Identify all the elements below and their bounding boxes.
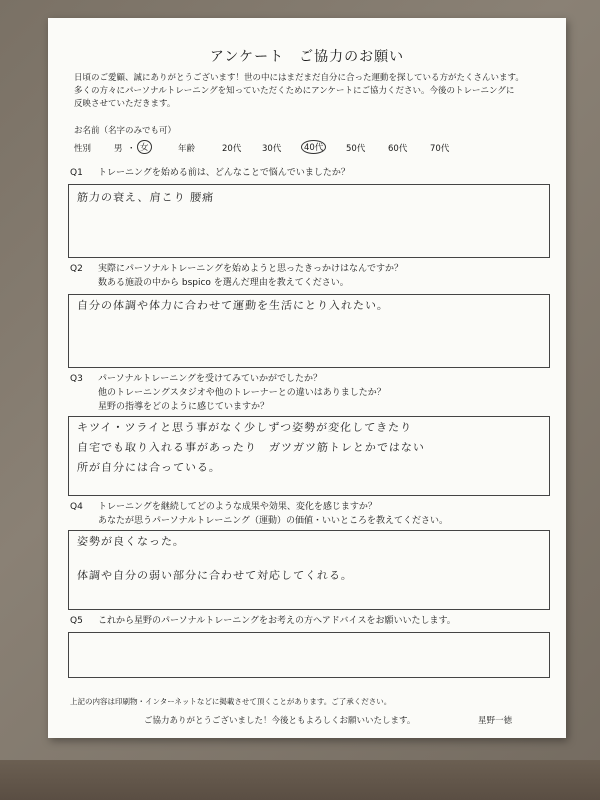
answer-box-4[interactable] (68, 530, 550, 610)
questionnaire-sheet (48, 18, 566, 738)
question-text: 他のトレーニングスタジオや他のトレーナーとの違いはありましたか？ (98, 388, 386, 398)
name-label: お名前（名字のみでも可） (74, 126, 177, 136)
answer-box-5[interactable] (68, 632, 550, 678)
question-text: これから星野のパーソナルトレーニングをお考えの方へアドバイスをお願いいたします。 (98, 616, 456, 626)
footer-signature: 星野一徳 (478, 716, 513, 726)
handwritten-answer: キツイ・ツライと思う事がなく少しずつ姿勢が変化してきたり (76, 421, 413, 434)
question-text: パーソナルトレーニングを受けてみていかがでしたか？ (98, 374, 323, 384)
handwritten-answer: 所が自分には合っている。 (76, 461, 222, 474)
answer-box-3[interactable] (68, 416, 550, 496)
question-text: トレーニングを継続してどのような成果や効果、変化を感じますか？ (98, 502, 377, 512)
age-option-selected[interactable]: 40代 (301, 140, 326, 154)
question-number: Q4 (70, 502, 83, 512)
age-option[interactable]: 60代 (388, 144, 408, 154)
question-text: 実際にパーソナルトレーニングを始めようと思ったきっかけはなんですか？ (98, 264, 404, 274)
handwritten-answer: 姿勢が良くなった。 (76, 535, 186, 548)
question-number: Q5 (70, 616, 83, 626)
handwritten-answer: 体調や自分の弱い部分に合わせて対応してくれる。 (76, 569, 354, 582)
gender-option-male[interactable]: 男 (114, 144, 123, 154)
question-text: 星野の指導をどのように感じていますか？ (98, 402, 270, 412)
page-title: アンケート ご協力のお願い (209, 49, 405, 65)
question-text: 数ある施設の中から bspico を選んだ理由を教えてください。 (98, 278, 349, 288)
footer-note: 上記の内容は印刷物・インターネットなどに掲載させて頂くことがあります。ご了承ください。 (70, 697, 392, 706)
intro-line: 多くの方々にパーソナルトレーニングを知っていただくためにアンケートにご協力ください。今後のトレーニングに (74, 86, 515, 96)
age-option[interactable]: 20代 (222, 144, 242, 154)
answer-box-2[interactable] (68, 294, 550, 368)
gender-label: 性別 (74, 144, 92, 154)
age-option[interactable]: 50代 (346, 144, 366, 154)
age-option[interactable]: 70代 (430, 144, 450, 154)
profile-row (74, 142, 554, 156)
handwritten-answer: 自宅でも取り入れる事があったり ガツガツ筋トレとかではない (76, 441, 426, 454)
gender-option-female[interactable]: 女 (137, 140, 152, 154)
intro-line: 反映させていただきます。 (74, 99, 176, 109)
answer-box-1[interactable] (68, 184, 550, 258)
question-number: Q2 (70, 264, 83, 274)
handwritten-answer: 筋力の衰え、肩こり 腰痛 (76, 191, 215, 204)
handwritten-answer: 自分の体調や体力に合わせて運動を生活にとり入れたい。 (76, 299, 390, 312)
intro-text (74, 72, 546, 111)
question-number: Q3 (70, 374, 83, 384)
question-text: あなたが思うパーソナルトレーニング（運動）の価値・いいところを教えてください。 (98, 516, 449, 526)
age-option[interactable]: 30代 (262, 144, 282, 154)
intro-line: 日頃のご愛顧、誠にありがとうございます！世の中にはまだまだ自分に合った運動を探している方がたくさんいます。 (74, 73, 524, 83)
question-number: Q1 (70, 168, 83, 178)
footer-thanks: ご協力ありがとうございました！今後ともよろしくお願いいたします。 (144, 716, 416, 726)
age-label: 年齢 (178, 144, 196, 154)
floor-background (0, 760, 600, 800)
question-text: トレーニングを始める前は、どんなことで悩んでいましたか？ (98, 168, 350, 178)
gender-separator: ・ (127, 144, 136, 154)
